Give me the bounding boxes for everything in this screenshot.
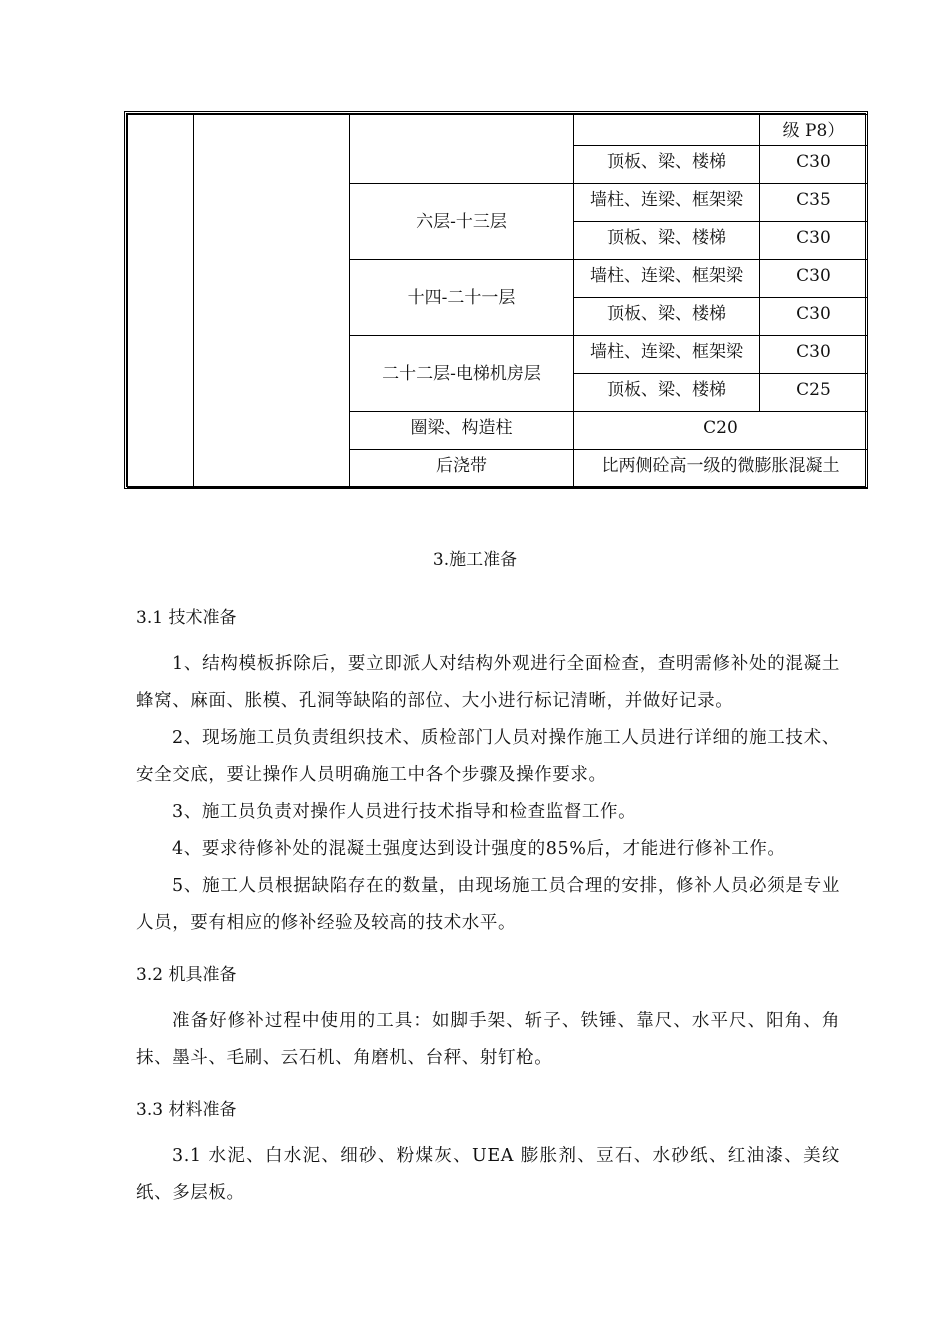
paragraph: 3、施工员负责对操作人员进行技术指导和检查监督工作。 (172, 802, 637, 822)
paragraph: 1、结构模板拆除后，要立即派人对结构外观进行全面检查，查明需修补处的混凝土蜂窝、麻面、胀模、孔洞等缺陷的部位、大小进行标记清晰，并做好记录。 (136, 654, 840, 711)
paragraph: 2、现场施工员负责组织技术、质检部门人员对操作施工人员进行详细的施工技术、安全交底，要让操作人员明确施工中各个步骤及操作要求。 (136, 728, 840, 785)
table-cell-grade: C30 (760, 336, 868, 374)
paragraph: 准备好修补过程中使用的工具：如脚手架、斩子、铁锤、靠尺、水平尺、阳角、角抹、墨斗、毛刷、云石机、角磨机、台秤、射钉枪。 (136, 1011, 840, 1068)
table-cell-item-continued (574, 115, 760, 146)
table-cell-floor-range: 十四-二十一层 (350, 260, 574, 336)
table-cell-ring-beam: 圈梁、构造柱 (350, 412, 574, 450)
concrete-grade-table (124, 111, 868, 489)
table-cell-item: 墙柱、连梁、框架梁 (574, 260, 760, 298)
table-cell-item: 顶板、梁、楼梯 (574, 374, 760, 412)
section-title: 3.施工准备 (432, 550, 518, 570)
table-cell-grade: C30 (760, 260, 868, 298)
table-cell-grade: C30 (760, 222, 868, 260)
table-cell-floor-range: 二十二层-电梯机房层 (350, 336, 574, 412)
subsection-title-tech: 3.1 技术准备 (136, 608, 237, 628)
table-cell-floor-range: 六层-十三层 (350, 184, 574, 260)
paragraph: 4、要求待修补处的混凝土强度达到设计强度的85%后，才能进行修补工作。 (172, 839, 786, 859)
paragraph: 5、施工人员根据缺陷存在的数量，由现场施工员合理的安排，修补人员必须是专业人员，要有相应的修补经验及较高的技术水平。 (136, 876, 840, 933)
table-cell-post-pour-strip-grade: 比两侧砼高一级的微膨胀混凝土 (574, 450, 868, 488)
subsection-title-tools: 3.2 机具准备 (136, 965, 237, 985)
paragraph: 3.1 水泥、白水泥、细砂、粉煤灰、UEA 膨胀剂、豆石、水砂纸、红油漆、美纹纸、多层板。 (136, 1146, 840, 1203)
table-cell-grade: C30 (760, 146, 868, 184)
table-cell-floor-continued (350, 115, 574, 184)
table-cell-grade: C30 (760, 298, 868, 336)
concrete-grade-table-grid (127, 114, 868, 488)
table-cell-grade-continued: 级 P8） (760, 115, 868, 146)
table-col1-blank (128, 115, 194, 488)
table-cell-item: 顶板、梁、楼梯 (574, 222, 760, 260)
table-col2-blank (194, 115, 350, 488)
table-cell-item: 顶板、梁、楼梯 (574, 146, 760, 184)
table-cell-item: 顶板、梁、楼梯 (574, 298, 760, 336)
table-cell-ring-beam-grade: C20 (574, 412, 868, 450)
table-cell-post-pour-strip: 后浇带 (350, 450, 574, 488)
table-cell-grade: C35 (760, 184, 868, 222)
subsection-title-materials: 3.3 材料准备 (136, 1100, 237, 1120)
table-cell-item: 墙柱、连梁、框架梁 (574, 336, 760, 374)
table-cell-item: 墙柱、连梁、框架梁 (574, 184, 760, 222)
table-cell-grade: C25 (760, 374, 868, 412)
